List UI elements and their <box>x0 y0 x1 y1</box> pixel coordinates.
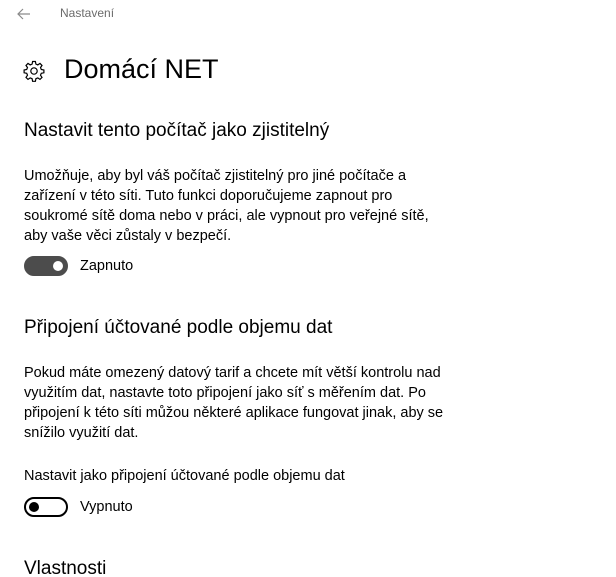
discoverable-toggle-label: Zapnuto <box>80 258 134 274</box>
title-bar <box>0 0 616 28</box>
metered-toggle-row <box>24 497 133 517</box>
metered-setting-label: Nastavit jako připojení účtované podle objemu dat <box>24 468 345 484</box>
discoverable-toggle-row <box>24 256 133 276</box>
description-line: soukromé sítě doma nebo v práci, ale vypnout pro veřejné sítě, <box>24 208 429 224</box>
discoverable-section-title: Nastavit tento počítač jako zjistitelný <box>24 120 330 141</box>
description-line: Umožňuje, aby byl váš počítač zjistitelný pro jiné počítače a <box>24 168 407 184</box>
app-title: Nastavení <box>60 6 115 20</box>
metered-section-title: Připojení účtované podle objemu dat <box>24 317 333 338</box>
description-line: snížilo využití dat. <box>24 425 139 441</box>
discoverable-toggle[interactable] <box>24 256 68 276</box>
arrow-left-icon <box>17 8 31 20</box>
description-line: připojení k této síti můžou některé aplikace fungovat jinak, aby se <box>24 405 444 421</box>
discoverable-description <box>24 166 464 246</box>
description-line: Pokud máte omezený datový tarif a chcete mít větší kontrolu nad <box>24 365 441 381</box>
description-line: aby vaše věci zůstaly v bezpečí. <box>24 228 232 244</box>
metered-toggle[interactable] <box>24 497 68 517</box>
description-line: zařízení v této síti. Tuto funkci doporučujeme zapnout pro <box>24 188 393 204</box>
back-button[interactable] <box>13 4 35 24</box>
toggle-knob <box>53 261 63 271</box>
toggle-knob <box>29 502 39 512</box>
metered-description <box>24 363 464 443</box>
gear-icon <box>22 59 46 83</box>
description-line: využitím dat, nastavte toto připojení jako síť s měřením dat. Po <box>24 385 426 401</box>
page-title: Domácí NET <box>64 54 219 84</box>
properties-section-title: Vlastnosti <box>24 558 107 577</box>
metered-toggle-label: Vypnuto <box>80 499 133 515</box>
